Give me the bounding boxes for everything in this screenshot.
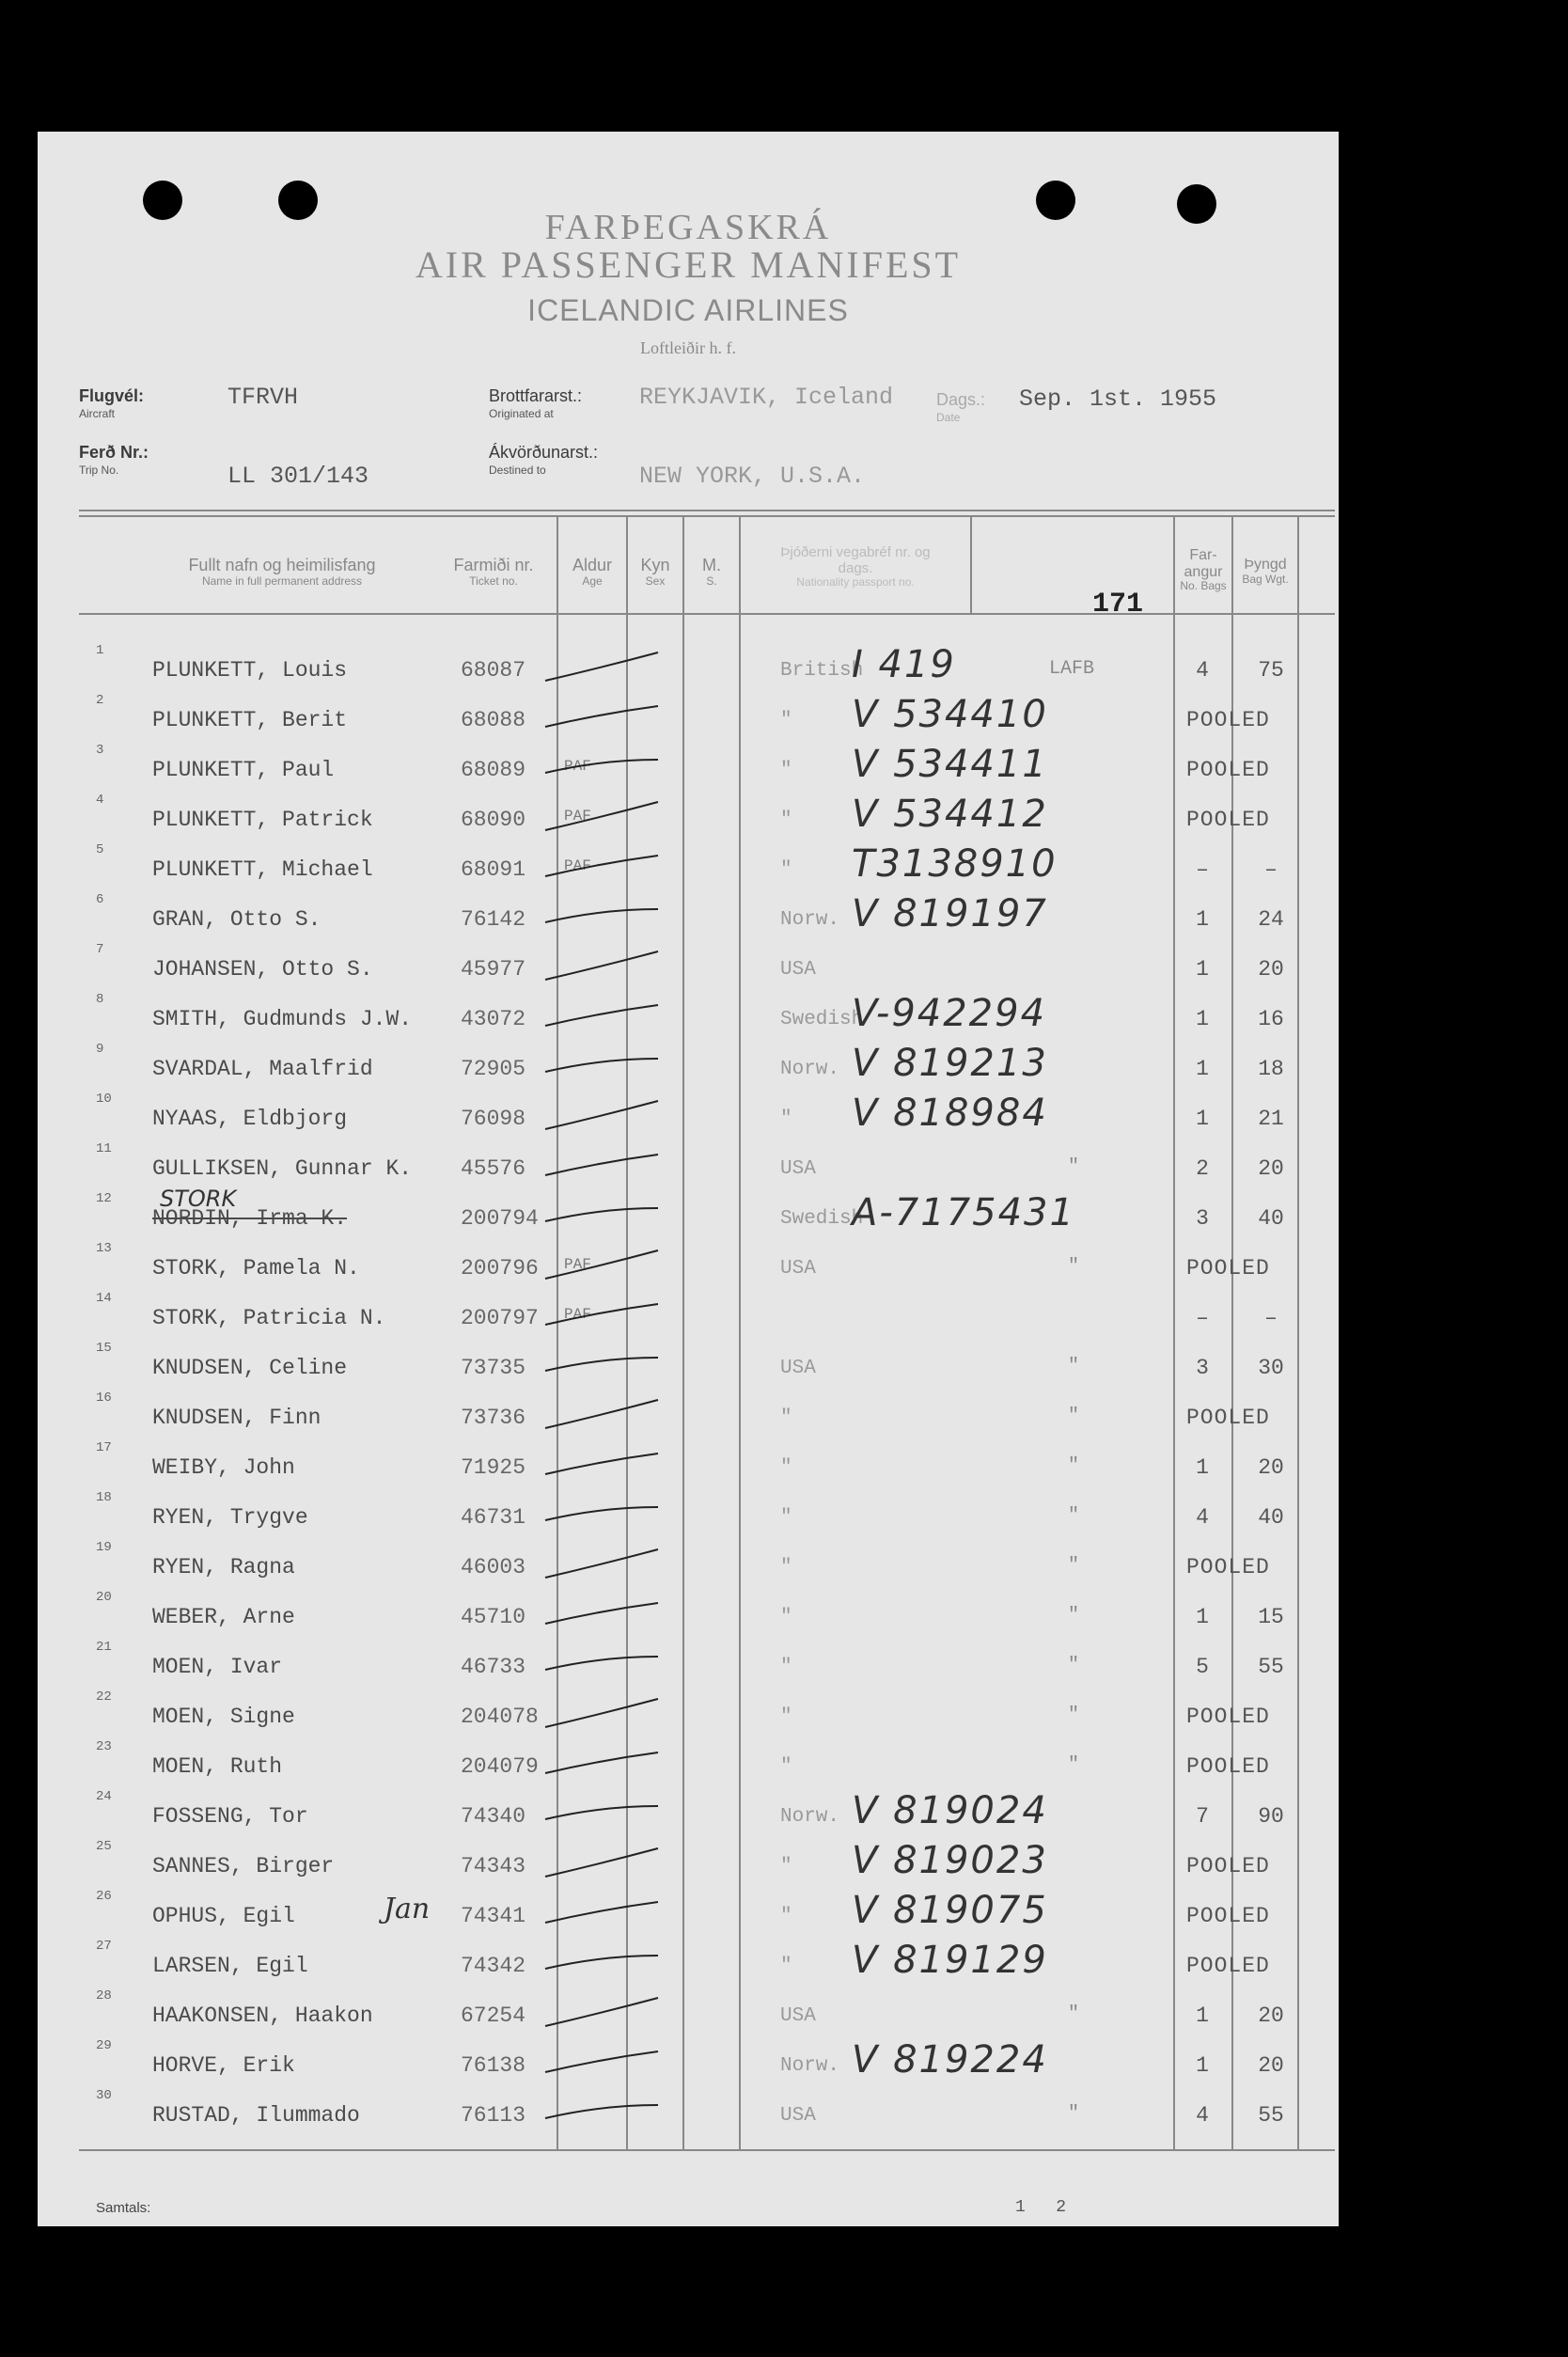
pen-stroke-line (545, 1699, 658, 1727)
nationality: " (780, 710, 792, 731)
destination-label: Ákvörðunarst.: Destined to (489, 443, 599, 477)
table-row (38, 1739, 1339, 1789)
ticket-number: 71925 (461, 1455, 526, 1480)
bag-count: 1 (1196, 1605, 1209, 1629)
bag-count: – (1196, 1306, 1209, 1330)
nationality: " (780, 1507, 792, 1529)
ticket-number: 45977 (461, 957, 526, 982)
passport-number: T3138910 (852, 842, 1058, 886)
ticket-number: 68087 (461, 658, 526, 683)
ticket-number: 73735 (461, 1356, 526, 1380)
pen-stroke-line (545, 2105, 658, 2118)
bag-weight: 20 (1258, 1455, 1284, 1480)
destination-value: NEW YORK, U.S.A. (639, 463, 866, 490)
passport-number: V 819197 (852, 892, 1048, 935)
passenger-name: LARSEN, Egil (152, 1954, 308, 1978)
row-number: 16 (96, 1391, 112, 1406)
row-number: 28 (96, 1988, 112, 2003)
ditto-mark: " (1068, 1705, 1080, 1726)
row-number: 2 (96, 693, 104, 708)
header-name: Fullt nafn og heimilisfang Name in full permanent address (188, 556, 376, 588)
bag-count: 1 (1196, 907, 1209, 932)
count-stamp: 171 (1092, 589, 1144, 621)
ditto-mark: " (1068, 1156, 1080, 1178)
row-number: 6 (96, 892, 104, 907)
table-row (38, 1186, 1339, 1241)
trip-label: Ferð Nr.: Trip No. (79, 443, 149, 477)
handwritten-note: Jan (384, 1893, 431, 1925)
bags-pooled: POOLED (1186, 1705, 1270, 1729)
passenger-name: KNUDSEN, Finn (152, 1406, 321, 1430)
pen-stroke-line (545, 1400, 658, 1428)
row-number: 5 (96, 842, 104, 857)
nationality: " (780, 1607, 792, 1628)
table-row (38, 1141, 1339, 1191)
ticket-number: 68090 (461, 808, 526, 832)
row-number: 21 (96, 1640, 112, 1655)
row-number: 12 (96, 1191, 112, 1206)
ditto-mark: " (1068, 1505, 1080, 1527)
table-row (38, 1889, 1339, 1939)
passenger-name: SANNES, Birger (152, 1854, 335, 1878)
bag-weight: 55 (1258, 2103, 1284, 2128)
ticket-number: 204079 (461, 1754, 539, 1779)
header-age: Aldur Age (572, 556, 613, 588)
bags-pooled: POOLED (1186, 1406, 1270, 1430)
pen-stroke-line (545, 1998, 658, 2026)
nationality: Norw. (780, 909, 840, 931)
pen-stroke-line (545, 1304, 658, 1325)
pen-stroke-line (545, 1549, 658, 1578)
passenger-name: PLUNKETT, Patrick (152, 808, 373, 832)
row-number: 27 (96, 1939, 112, 1954)
age-code: PAF (564, 1256, 591, 1273)
row-number: 24 (96, 1789, 112, 1804)
passport-number: V 819213 (852, 1042, 1048, 1085)
bags-pooled: POOLED (1186, 808, 1270, 832)
row-number: 13 (96, 1241, 112, 1256)
nationality: Norw. (780, 1059, 840, 1080)
ditto-mark: " (1068, 2103, 1080, 2125)
passenger-name: HAAKONSEN, Haakon (152, 2003, 373, 2028)
bag-weight: 20 (1258, 2053, 1284, 2078)
date-value: Sep. 1st. 1955 (1019, 385, 1217, 413)
table-top-rule (79, 515, 1335, 517)
row-number: 8 (96, 992, 104, 1007)
row-number: 23 (96, 1739, 112, 1754)
table-row (38, 1042, 1339, 1092)
ticket-number: 200796 (461, 1256, 539, 1281)
passenger-name: GULLIKSEN, Gunnar K. (152, 1156, 413, 1181)
row-number: 10 (96, 1092, 112, 1107)
bag-weight: 21 (1258, 1107, 1284, 1131)
row-number: 25 (96, 1839, 112, 1854)
table-row (38, 643, 1339, 693)
ticket-number: 73736 (461, 1406, 526, 1430)
airline-name: ICELANDIC AIRLINES (527, 293, 849, 327)
table-row (38, 1939, 1339, 1988)
bags-pooled: POOLED (1186, 758, 1270, 782)
row-number: 30 (96, 2088, 112, 2103)
nationality: " (780, 1756, 792, 1778)
ticket-number: 200794 (461, 1206, 539, 1231)
bags-pooled: POOLED (1186, 1256, 1270, 1281)
pen-stroke-line (545, 1358, 658, 1371)
header-marital-status: M. S. (702, 556, 721, 588)
bag-weight: 55 (1258, 1655, 1284, 1679)
nationality: " (780, 1706, 792, 1728)
ticket-number: 204078 (461, 1705, 539, 1729)
ticket-number: 76138 (461, 2053, 526, 2078)
header-nationality: Þjóðerni vegabréf nr. og dags. Nationality passport no. (780, 544, 931, 589)
passenger-name: WEBER, Arne (152, 1605, 295, 1629)
ticket-number: 200797 (461, 1306, 539, 1330)
bag-count: 1 (1196, 957, 1209, 982)
pen-stroke-line (545, 652, 658, 681)
table-row (38, 1341, 1339, 1391)
passport-number: V 819075 (852, 1889, 1048, 1932)
pen-stroke-line (545, 1902, 658, 1923)
table-row (38, 1291, 1339, 1341)
passenger-name: KNUDSEN, Celine (152, 1356, 348, 1380)
bag-weight: 15 (1258, 1605, 1284, 1629)
name-correction: STORK (160, 1186, 237, 1212)
ticket-number: 46731 (461, 1505, 526, 1530)
nationality: " (780, 1407, 792, 1429)
row-number: 18 (96, 1490, 112, 1505)
bag-count: 1 (1196, 2053, 1209, 2078)
bags-pooled: POOLED (1186, 1904, 1270, 1928)
pen-stroke-line (545, 2051, 658, 2072)
header-ticket: Farmiði nr. Ticket no. (453, 556, 534, 588)
bag-count: 1 (1196, 1007, 1209, 1031)
table-row (38, 1391, 1339, 1440)
bag-count: – (1196, 857, 1209, 882)
nationality: " (780, 1108, 792, 1130)
bag-count: 1 (1196, 1057, 1209, 1081)
passport-number: V 819129 (852, 1939, 1048, 1982)
nationality: " (780, 1856, 792, 1878)
nationality: " (780, 1657, 792, 1678)
nationality: " (780, 809, 792, 831)
pen-stroke-line (545, 1956, 658, 1969)
ticket-number: 76098 (461, 1107, 526, 1131)
row-number: 15 (96, 1341, 112, 1356)
column-divider (970, 515, 972, 613)
passenger-name: MOEN, Ivar (152, 1655, 283, 1679)
row-number: 7 (96, 942, 104, 957)
pen-stroke-line (545, 909, 658, 922)
bags-pooled: POOLED (1186, 708, 1270, 732)
bags-pooled: POOLED (1186, 1555, 1270, 1579)
row-number: 26 (96, 1889, 112, 1904)
row-number: 20 (96, 1590, 112, 1605)
table-row (38, 1640, 1339, 1689)
passenger-name: NYAAS, Eldbjorg (152, 1107, 348, 1131)
nationality: " (780, 859, 792, 881)
passport-number: V 534411 (852, 743, 1048, 786)
row-number: 11 (96, 1141, 112, 1156)
bag-count: 5 (1196, 1655, 1209, 1679)
row-number: 9 (96, 1042, 104, 1057)
bag-weight: 24 (1258, 907, 1284, 932)
passenger-name: GRAN, Otto S. (152, 907, 321, 932)
table-row (38, 1490, 1339, 1540)
bag-count: 3 (1196, 1356, 1209, 1380)
passport-extra: LAFB (1049, 658, 1095, 680)
passenger-name: NORDIN, Irma K. (152, 1206, 348, 1231)
nationality: Swedish (780, 1009, 864, 1030)
table-row (38, 1440, 1339, 1490)
nationality: USA (780, 2105, 816, 2127)
table-row (38, 2038, 1339, 2088)
bags-pooled: POOLED (1186, 1954, 1270, 1978)
bags-pooled: POOLED (1186, 1854, 1270, 1878)
nationality: USA (780, 959, 816, 981)
passenger-name: FOSSENG, Tor (152, 1804, 308, 1829)
bag-count: 1 (1196, 2003, 1209, 2028)
passport-number: V 534412 (852, 793, 1048, 836)
ticket-number: 43072 (461, 1007, 526, 1031)
header-bags: Far-angur No. Bags (1180, 547, 1227, 593)
ticket-number: 46733 (461, 1655, 526, 1679)
ticket-number: 68088 (461, 708, 526, 732)
table-row (38, 892, 1339, 942)
passenger-name: RYEN, Ragna (152, 1555, 295, 1579)
origin-value: REYKJAVIK, Iceland (639, 384, 894, 411)
passenger-name: SMITH, Gudmunds J.W. (152, 1007, 413, 1031)
passenger-name: PLUNKETT, Berit (152, 708, 348, 732)
pen-stroke-line (545, 1657, 658, 1670)
ticket-number: 74343 (461, 1854, 526, 1878)
passenger-name: OPHUS, Egil (152, 1904, 295, 1928)
row-number: 17 (96, 1440, 112, 1455)
table-row (38, 1988, 1339, 2038)
bag-weight: 90 (1258, 1804, 1284, 1829)
row-number: 14 (96, 1291, 112, 1306)
table-row (38, 2088, 1339, 2138)
pen-stroke-line (545, 1208, 658, 1221)
nationality: " (780, 1906, 792, 1927)
bag-weight: 16 (1258, 1007, 1284, 1031)
pen-stroke-line (545, 1603, 658, 1624)
passport-number: V 819024 (852, 1789, 1048, 1832)
table-row (38, 693, 1339, 743)
footer-page-marks: 1 2 (1015, 2198, 1067, 2217)
bag-count: 3 (1196, 1206, 1209, 1231)
row-number: 1 (96, 643, 104, 658)
table-row (38, 842, 1339, 892)
pen-stroke-line (545, 706, 658, 727)
aircraft-label: Flugvél: Aircraft (79, 386, 145, 420)
ditto-mark: " (1068, 1555, 1080, 1577)
passenger-name: PLUNKETT, Michael (152, 857, 373, 882)
row-number: 22 (96, 1689, 112, 1705)
bag-count: 4 (1196, 1505, 1209, 1530)
row-number: 3 (96, 743, 104, 758)
nationality: Norw. (780, 1806, 840, 1828)
passenger-name: JOHANSEN, Otto S. (152, 957, 373, 982)
passenger-name: MOEN, Ruth (152, 1754, 283, 1779)
passport-number: V 819023 (852, 1839, 1048, 1882)
pen-stroke-line (545, 802, 658, 830)
bag-count: 1 (1196, 1455, 1209, 1480)
nationality: Norw. (780, 2055, 840, 2077)
table-row (38, 1839, 1339, 1889)
age-code: PAF (564, 758, 591, 775)
passport-number: V 534410 (852, 693, 1048, 736)
passport-number: V-942294 (852, 992, 1047, 1035)
trip-value: LL 301/143 (227, 463, 369, 490)
table-row (38, 793, 1339, 842)
ticket-number: 68091 (461, 857, 526, 882)
bag-weight: 18 (1258, 1057, 1284, 1081)
ticket-number: 74342 (461, 1954, 526, 1978)
table-bottom-rule (79, 2149, 1335, 2151)
ditto-mark: " (1068, 1256, 1080, 1278)
ticket-number: 76142 (461, 907, 526, 932)
bag-count: 4 (1196, 658, 1209, 683)
nationality: USA (780, 1158, 816, 1180)
ticket-number: 45710 (461, 1605, 526, 1629)
bag-weight: 75 (1258, 658, 1284, 683)
nationality: Swedish (780, 1208, 864, 1230)
passenger-name: MOEN, Signe (152, 1705, 295, 1729)
header-sex: Kyn Sex (640, 556, 670, 588)
table-row (38, 1540, 1339, 1590)
table-row (38, 1789, 1339, 1839)
passport-number: V 819224 (852, 2038, 1048, 2082)
pen-stroke-line (545, 1005, 658, 1026)
nationality: " (780, 1956, 792, 1977)
pen-stroke-line (545, 1453, 658, 1474)
pen-stroke-line (545, 1059, 658, 1072)
nationality: British (780, 660, 864, 682)
row-number: 19 (96, 1540, 112, 1555)
bag-weight: – (1264, 857, 1278, 882)
ditto-mark: " (1068, 2003, 1080, 2025)
date-label: Dags.: Date (936, 390, 986, 424)
table-row (38, 942, 1339, 992)
aircraft-value: TFRVH (227, 384, 299, 411)
ditto-mark: " (1068, 1356, 1080, 1377)
bag-weight: 40 (1258, 1206, 1284, 1231)
table-row (38, 1689, 1339, 1739)
bag-weight: 30 (1258, 1356, 1284, 1380)
nationality: USA (780, 2005, 816, 2027)
pen-stroke-line (545, 1250, 658, 1279)
table-row (38, 1241, 1339, 1291)
header-weight: Þyngd Bag Wgt. (1242, 557, 1289, 586)
age-code: PAF (564, 808, 591, 825)
ticket-number: 68089 (461, 758, 526, 782)
table-row (38, 992, 1339, 1042)
nationality: " (780, 1557, 792, 1579)
passenger-name: RUSTAD, Ilummado (152, 2103, 360, 2128)
passport-number: V 818984 (852, 1092, 1048, 1135)
passenger-name: PLUNKETT, Louis (152, 658, 348, 683)
bag-count: 2 (1196, 1156, 1209, 1181)
age-code: PAF (564, 857, 591, 874)
bag-weight: 20 (1258, 957, 1284, 982)
pen-stroke-line (545, 856, 658, 876)
passenger-name: WEIBY, John (152, 1455, 295, 1480)
passenger-name: PLUNKETT, Paul (152, 758, 335, 782)
bag-weight: 20 (1258, 2003, 1284, 2028)
passenger-name: RYEN, Trygve (152, 1505, 308, 1530)
passport-number: A-7175431 (852, 1191, 1075, 1234)
pen-stroke-line (545, 1101, 658, 1129)
title-english: AIR PASSENGER MANIFEST (415, 244, 962, 286)
pen-stroke-line (545, 951, 658, 980)
nationality: USA (780, 1358, 816, 1379)
manifest-page (38, 132, 1339, 2226)
passenger-name: STORK, Patricia N. (152, 1306, 386, 1330)
row-number: 29 (96, 2038, 112, 2053)
ticket-number: 72905 (461, 1057, 526, 1081)
bag-count: 1 (1196, 1107, 1209, 1131)
pen-stroke-line (545, 1752, 658, 1773)
ditto-mark: " (1068, 1406, 1080, 1427)
nationality: USA (780, 1258, 816, 1280)
row-number: 4 (96, 793, 104, 808)
table-row (38, 1092, 1339, 1141)
passport-number: I 419 (852, 643, 956, 686)
table-row (38, 743, 1339, 793)
ticket-number: 45576 (461, 1156, 526, 1181)
passenger-name: STORK, Pamela N. (152, 1256, 360, 1281)
ticket-number: 46003 (461, 1555, 526, 1579)
passenger-name: HORVE, Erik (152, 2053, 295, 2078)
ditto-mark: " (1068, 1605, 1080, 1626)
ditto-mark: " (1068, 1655, 1080, 1676)
nationality: " (780, 1457, 792, 1479)
ditto-mark: " (1068, 1754, 1080, 1776)
table-header-rule (79, 613, 1335, 615)
ticket-number: 74341 (461, 1904, 526, 1928)
nationality: " (780, 760, 792, 781)
footer-total-label: Samtals: (96, 2200, 151, 2216)
bag-count: 7 (1196, 1804, 1209, 1829)
bag-weight: 20 (1258, 1156, 1284, 1181)
ticket-number: 74340 (461, 1804, 526, 1829)
pen-stroke-line (545, 1507, 658, 1520)
ditto-mark: " (1068, 1455, 1080, 1477)
pen-stroke-line (545, 1848, 658, 1877)
bags-pooled: POOLED (1186, 1754, 1270, 1779)
pen-stroke-line (545, 1806, 658, 1819)
bag-count: 4 (1196, 2103, 1209, 2128)
passenger-name: SVARDAL, Maalfrid (152, 1057, 373, 1081)
airline-name-icelandic: Loftleiðir h. f. (640, 338, 736, 357)
ticket-number: 67254 (461, 2003, 526, 2028)
origin-label: Brottfararst.: Originated at (489, 386, 583, 420)
bag-weight: – (1264, 1306, 1278, 1330)
age-code: PAF (564, 1306, 591, 1323)
pen-stroke-line (545, 1155, 658, 1175)
bag-weight: 40 (1258, 1505, 1284, 1530)
pen-stroke-line (545, 760, 658, 773)
table-row (38, 1590, 1339, 1640)
table-top-rule (79, 510, 1335, 511)
ticket-number: 76113 (461, 2103, 526, 2128)
title-icelandic: FARÞEGASKRÁ (544, 208, 832, 247)
